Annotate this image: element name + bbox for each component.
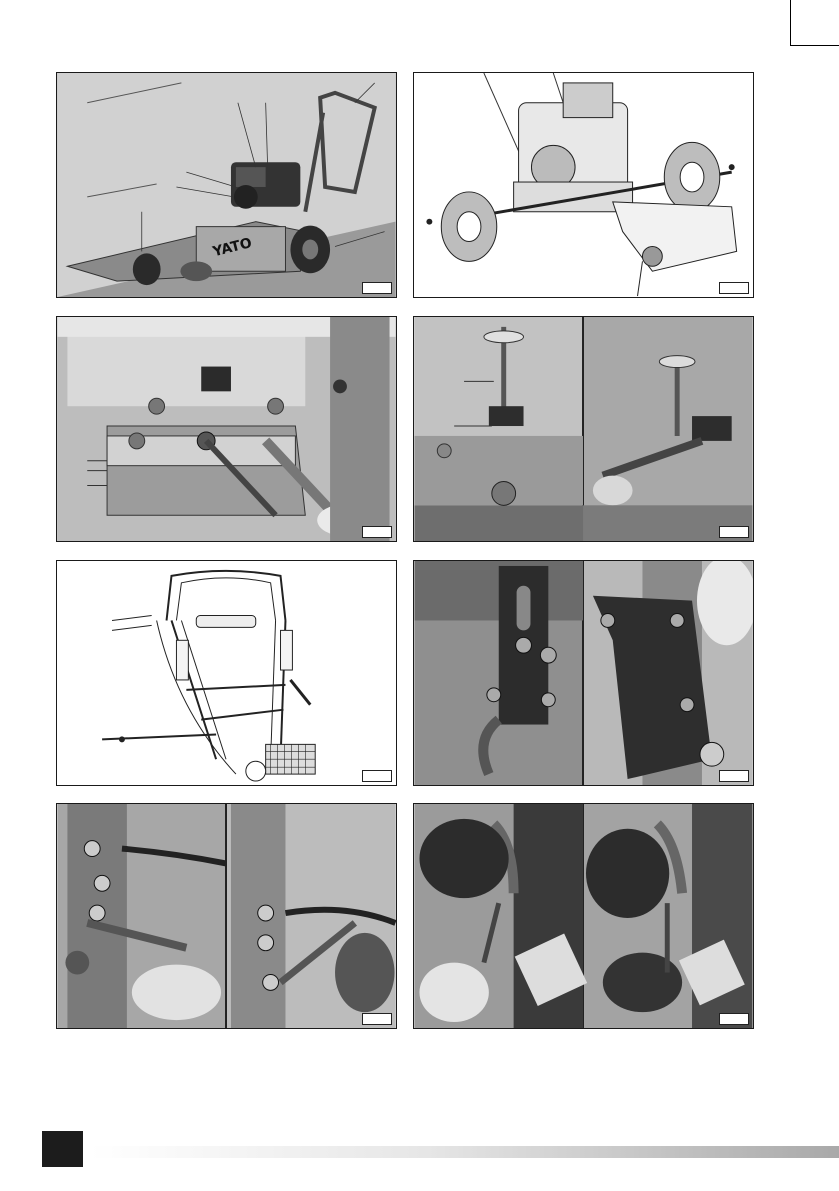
figure-handle-bracket bbox=[413, 560, 754, 786]
figure-label bbox=[362, 770, 392, 782]
figure-label bbox=[719, 1013, 749, 1025]
machine-overview-illustration bbox=[57, 73, 396, 297]
footer-gradient-bar bbox=[90, 1146, 839, 1158]
figure-label bbox=[719, 526, 749, 538]
figure-machine-overview bbox=[56, 72, 397, 298]
wheel-assembly-illustration bbox=[414, 73, 753, 297]
figure-handle-assembly bbox=[56, 560, 397, 786]
handle-bracket-illustration bbox=[414, 561, 753, 785]
bolt-adjustment-illustration bbox=[414, 317, 753, 541]
throttle-cable-illustration bbox=[414, 804, 753, 1028]
crop-mark-top-right-vertical bbox=[790, 0, 791, 45]
figure-wheel-assembly bbox=[413, 72, 754, 298]
figure-cable-bracket bbox=[56, 803, 397, 1029]
cutting-box-illustration bbox=[57, 317, 396, 541]
figure-bolt-adjustment bbox=[413, 316, 754, 542]
figure-throttle-cable bbox=[413, 803, 754, 1029]
crop-mark-top-right bbox=[790, 45, 839, 46]
figure-cutting-box-wrench bbox=[56, 316, 397, 542]
handle-assembly-illustration bbox=[57, 561, 396, 785]
figure-label bbox=[362, 282, 392, 294]
figure-label bbox=[719, 770, 749, 782]
page-number bbox=[42, 1131, 83, 1167]
figure-label bbox=[362, 1013, 392, 1025]
machine-brand-text: YATO bbox=[211, 235, 254, 261]
figure-label bbox=[719, 282, 749, 294]
figure-label bbox=[362, 526, 392, 538]
cable-bracket-illustration bbox=[57, 804, 396, 1028]
